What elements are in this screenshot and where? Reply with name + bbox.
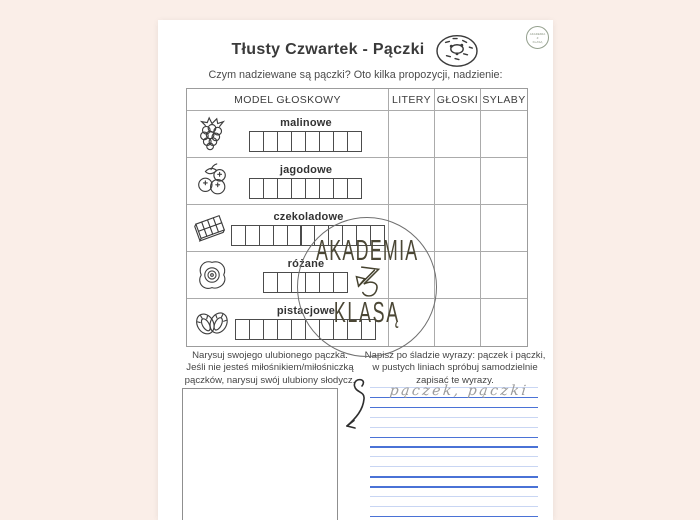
table-row-pistacjowe-model	[187, 299, 389, 346]
empty-cell-sylaby	[481, 205, 527, 252]
rose-icon	[192, 255, 232, 295]
donut-icon	[434, 30, 480, 70]
letter-boxes-malinowe	[250, 131, 361, 152]
handwriting-lines	[370, 387, 538, 520]
publisher-logo-line2: Z	[536, 35, 539, 40]
empty-cell-litery	[389, 299, 435, 346]
page-title: Tłusty Czwartek - Pączki	[231, 41, 425, 58]
empty-cell-sylaby	[481, 252, 527, 299]
flavor-label: malinowe	[280, 116, 332, 129]
draw-instruction-line2: Jeśli nie jesteś miłośnikiem/miłośniczką	[186, 362, 354, 374]
traced-words: pączek, pączki	[388, 383, 530, 399]
flavor-block	[232, 258, 380, 293]
col-header-litery: LITERY	[389, 89, 435, 111]
flavor-block	[232, 164, 380, 199]
watermark-akademia-text: AKADEMIA	[315, 235, 419, 267]
flavor-label: pistacjowe	[276, 305, 336, 317]
write-instruction	[358, 350, 552, 387]
flavor-label: czekoladowe	[273, 210, 344, 223]
curly-arrow-icon	[338, 377, 372, 439]
write-instruction-line2: w pustych liniach spróbuj samodzielnie	[372, 362, 538, 374]
empty-cell-litery	[389, 111, 435, 158]
flavor-block	[232, 117, 380, 152]
table-row-czekoladowe-model	[187, 205, 389, 252]
empty-cell-gloski	[435, 111, 481, 158]
write-instruction-line1: Napisz po śladzie wyrazy: pączek i pączki,	[364, 350, 546, 361]
pistachio-icon	[192, 303, 232, 343]
draw-instruction-line3: pączków, narysuj swój ulubiony słodycz.	[184, 374, 356, 386]
letter-boxes-pistacjowe	[236, 319, 375, 340]
watermark-klasa-text: KLASĄ	[333, 297, 401, 329]
col-header-model-gloskowy: MODEL GŁOSKOWY	[187, 89, 389, 111]
col-header-sylaby: SYLABY	[481, 89, 527, 111]
empty-cell-gloski	[435, 299, 481, 346]
worksheet-page	[158, 20, 553, 520]
flavor-label: różane	[287, 257, 325, 270]
empty-cell-litery	[389, 205, 435, 252]
worksheet-subtitle: Czym nadziewane są pączki? Oto kilka propozycji, nadzienie:	[208, 69, 503, 81]
phonics-table	[186, 88, 528, 347]
empty-cell-gloski	[435, 205, 481, 252]
chocolate-icon	[192, 208, 232, 248]
empty-cell-sylaby	[481, 299, 527, 346]
raspberry-icon	[192, 114, 232, 154]
letter-boxes-czekoladowe	[232, 225, 385, 246]
empty-cell-gloski	[435, 252, 481, 299]
publisher-logo-line1: AKADEMIA	[529, 31, 546, 36]
title-row	[158, 30, 553, 70]
flavor-block	[232, 211, 385, 246]
flavor-label: jagodowe	[279, 163, 333, 176]
letter-boxes-rozane	[264, 272, 347, 293]
empty-cell-litery	[389, 158, 435, 205]
publisher-logo-line3: KLASĄ	[532, 39, 543, 44]
flavor-block	[232, 305, 380, 340]
empty-cell-gloski	[435, 158, 481, 205]
col-header-gloski: GŁOSKI	[435, 89, 481, 111]
draw-instruction-line1: Narysuj swojego ulubionego pączka.	[192, 350, 348, 361]
empty-cell-sylaby	[481, 158, 527, 205]
drawing-area-box	[182, 388, 338, 520]
write-instruction-line3: zapisać te wyrazy.	[416, 374, 494, 386]
letter-boxes-jagodowe	[250, 178, 361, 199]
empty-cell-litery	[389, 252, 435, 299]
blueberry-icon	[192, 161, 232, 201]
table-row-rozane-model	[187, 252, 389, 299]
table-row-malinowe-model	[187, 111, 389, 158]
empty-cell-sylaby	[481, 111, 527, 158]
table-row-jagodowe-model	[187, 158, 389, 205]
